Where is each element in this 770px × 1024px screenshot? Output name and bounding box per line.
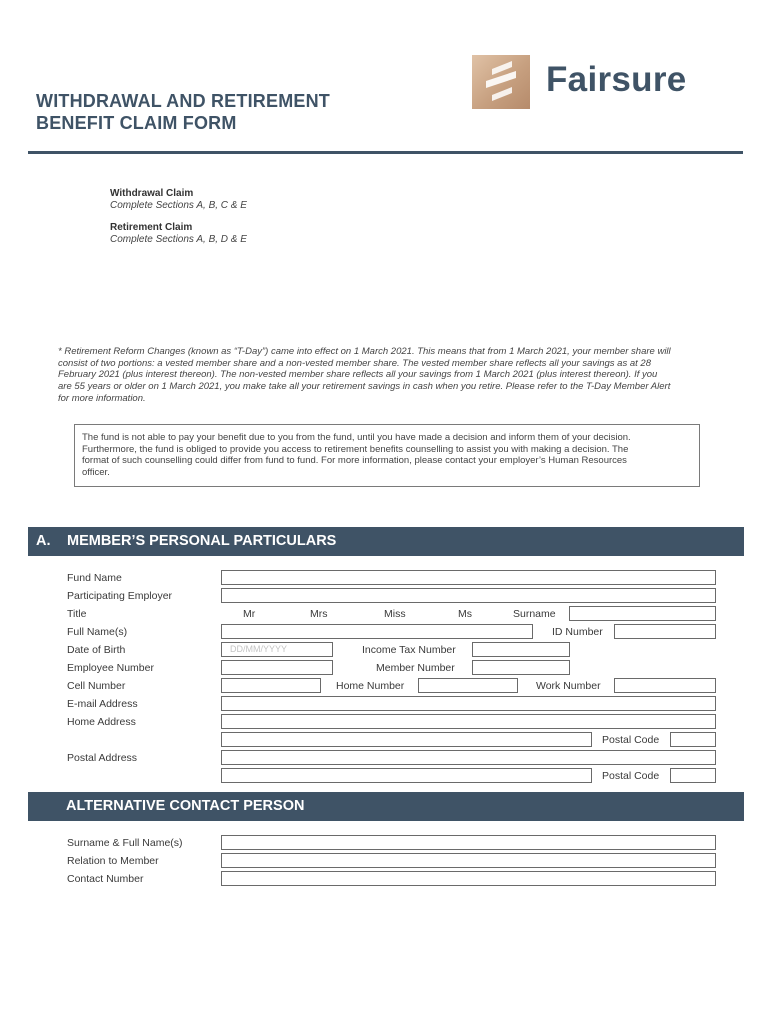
title-option-mr[interactable]: Mr: [243, 608, 256, 620]
retirement-claim-sections: Complete Sections A, B, D & E: [110, 234, 247, 245]
alternative-contact-title: ALTERNATIVE CONTACT PERSON: [66, 798, 305, 814]
counselling-notice-box: [74, 424, 700, 487]
income-tax-number-field[interactable]: [472, 642, 570, 657]
retirement-claim-heading: Retirement Claim: [110, 222, 193, 233]
title-option-miss[interactable]: Miss: [384, 608, 406, 620]
employee-number-label: Employee Number: [67, 662, 154, 674]
section-a-title: MEMBER’S PERSONAL PARTICULARS: [67, 533, 337, 549]
alt-surname-full-names-label: Surname & Full Name(s): [67, 837, 183, 849]
postal-code-label: Postal Code: [602, 770, 660, 782]
email-address-label: E-mail Address: [67, 698, 138, 710]
fairsure-logo-icon: [472, 55, 530, 109]
form-title-line1: WITHDRAWAL AND RETIREMENT: [36, 91, 330, 111]
participating-employer-field[interactable]: [221, 588, 716, 603]
income-tax-number-label: Income Tax Number: [362, 644, 456, 656]
title-label: Title: [67, 608, 87, 620]
email-address-field[interactable]: [221, 696, 716, 711]
notice-line: Furthermore, the fund is obliged to provide you access to retirement benefits counselling to assist you with making a decision. The: [82, 443, 629, 455]
full-names-label: Full Name(s): [67, 626, 128, 638]
form-title-line2: BENEFIT CLAIM FORM: [36, 113, 237, 133]
relation-to-member-label: Relation to Member: [67, 855, 159, 867]
retirement-reform-note: [58, 346, 722, 405]
reform-note-line: February 2021 (plus interest thereon). The non-vested member share reflects all your savings from 1 March 2021 (plus interest thereon). If you: [58, 369, 658, 381]
work-number-label: Work Number: [536, 680, 601, 692]
cell-number-field[interactable]: [221, 678, 321, 693]
date-of-birth-label: Date of Birth: [67, 644, 126, 656]
relation-to-member-field[interactable]: [221, 853, 716, 868]
member-number-field[interactable]: [472, 660, 570, 675]
home-address-field-line2[interactable]: [221, 732, 592, 747]
surname-field[interactable]: [569, 606, 716, 621]
surname-label: Surname: [513, 608, 556, 620]
reform-note-line: * Retirement Reform Changes (known as “T-Day”) came into effect on 1 March 2021. This means that from 1 March 2021, your member share will: [58, 346, 671, 357]
home-postal-code-label: Postal Code: [602, 734, 660, 746]
postal-address-label: Postal Address: [67, 752, 138, 764]
withdrawal-claim-heading: Withdrawal Claim: [110, 188, 194, 199]
fairsure-logo-text: Fairsure: [546, 60, 687, 99]
employee-number-field[interactable]: [221, 660, 333, 675]
id-number-field[interactable]: [614, 624, 716, 639]
header-divider: [28, 151, 743, 154]
home-address-label: Home Address: [67, 716, 136, 728]
home-number-label: Home Number: [336, 680, 405, 692]
home-postal-code-field[interactable]: [670, 732, 716, 747]
contact-number-field[interactable]: [221, 871, 716, 886]
form-title: [36, 90, 330, 134]
notice-line: officer.: [82, 467, 110, 479]
date-of-birth-field[interactable]: DD/MM/YYYY: [221, 642, 333, 657]
title-option-ms[interactable]: Ms: [458, 608, 472, 620]
alternative-contact-header: [28, 792, 744, 821]
reform-note-line: consist of two portions: a vested member share and a non-vested member share. The vested member share reflects all your savings as at 28: [58, 357, 651, 369]
title-option-mrs[interactable]: Mrs: [310, 608, 328, 620]
postal-code-field[interactable]: [670, 768, 716, 783]
id-number-label: ID Number: [552, 626, 603, 638]
home-address-field-line1[interactable]: [221, 714, 716, 729]
contact-number-label: Contact Number: [67, 873, 144, 885]
fund-name-field[interactable]: [221, 570, 716, 585]
cell-number-label: Cell Number: [67, 680, 126, 692]
participating-employer-label: Participating Employer: [67, 590, 173, 602]
postal-address-field-line1[interactable]: [221, 750, 716, 765]
fund-name-label: Fund Name: [67, 572, 122, 584]
member-number-label: Member Number: [376, 662, 455, 674]
alt-surname-full-names-field[interactable]: [221, 835, 716, 850]
withdrawal-claim-sections: Complete Sections A, B, C & E: [110, 200, 247, 211]
notice-line: The fund is not able to pay your benefit due to you from the fund, until you have made a decision and inform them of your decision.: [82, 432, 631, 443]
work-number-field[interactable]: [614, 678, 716, 693]
notice-line: format of such counselling could differ from fund to fund. For more information, please contact your employer’s Human Resources: [82, 455, 627, 467]
postal-address-field-line2[interactable]: [221, 768, 592, 783]
section-a-letter: A.: [36, 533, 51, 549]
full-names-field[interactable]: [221, 624, 533, 639]
reform-note-line: are 55 years or older on 1 March 2021, you make take all your retirement savings in cash when you retire. Please refer to the T-Day Member Alert: [58, 381, 671, 393]
reform-note-line: for more information.: [58, 392, 146, 404]
section-a-header: [28, 527, 744, 556]
home-number-field[interactable]: [418, 678, 518, 693]
